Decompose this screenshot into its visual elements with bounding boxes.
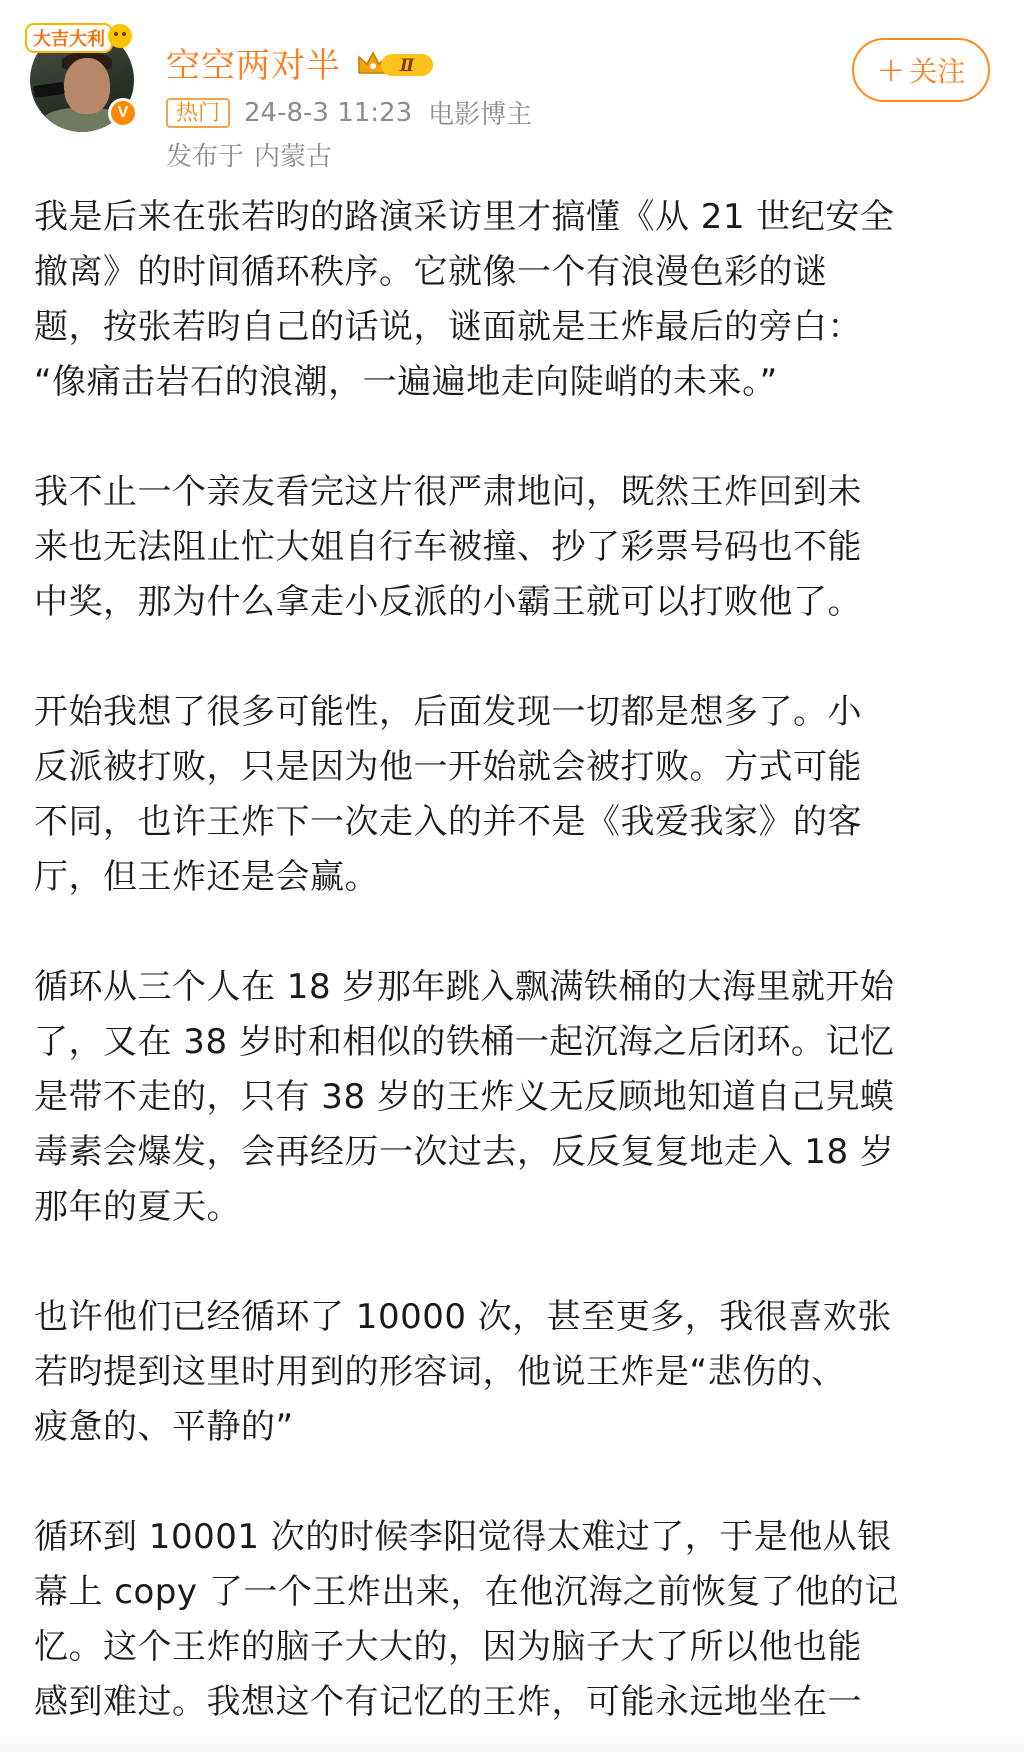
- location-name: 内蒙古: [254, 142, 333, 172]
- svg-text:Ⅱ: Ⅱ: [399, 55, 415, 76]
- verified-badge-icon: V: [108, 98, 138, 128]
- svg-text:大吉大利: 大吉大利: [33, 29, 105, 50]
- post-timestamp: 24-8-3 11:23: [244, 97, 413, 128]
- post-paragraph: 开始我想了很多可能性，后面发现一切都是想多了。小 反派被打败，只是因为他一开始就会被打败。方式可能 不同，也许王炸下一次走入的并不是《我爱我家》的客 厅，但王炸还是会赢。: [34, 692, 862, 897]
- location-prefix: 发布于: [166, 142, 245, 172]
- post-paragraph: 也许他们已经循环了 10000 次，甚至更多，我很喜欢张 若昀提到这里时用到的形容词，他说王炸是“悲伤的、 疲惫的、平静的”: [34, 1297, 892, 1447]
- author-name[interactable]: 空空两对半: [166, 46, 341, 86]
- avatar-sticker: [24, 18, 134, 58]
- post-paragraph: 循环到 10001 次的时候李阳觉得太难过了，于是他从银 幕上 copy 了一个王炸出来，在他沉海之前恢复了他的记 忆。这个王炸的脑子大大的，因为脑子大了所以他也能 感到难过。我想这个有记忆的王炸，可能永远地坐在一: [34, 1517, 899, 1722]
- follow-button[interactable]: [852, 38, 990, 102]
- author-avatar[interactable]: [30, 28, 134, 132]
- post-paragraph: 循环从三个人在 18 岁那年跳入飘满铁桶的大海里就开始 了，又在 38 岁时和相似的铁桶一起沉海之后闭环。记忆 是带不走的，只有 38 岁的王炸义无反顾地知道自己旯蟆 毒素会爆发，会再经历一次过去，反反复复地走入 18 岁 那年的夏天。: [34, 967, 895, 1227]
- plus-icon: +: [876, 50, 906, 90]
- author-name-row: [166, 38, 439, 87]
- post-body: [34, 190, 994, 1752]
- follow-label: 关注: [909, 55, 966, 88]
- bottom-fade: [0, 1734, 1024, 1752]
- post-header: [0, 0, 1024, 170]
- level-crown-icon[interactable]: [355, 47, 439, 79]
- post-location: [166, 136, 332, 173]
- post-paragraph: 我是后来在张若昀的路演采访里才搞懂《从 21 世纪安全 撤离》的时间循环秩序。它就像一个有浪漫色彩的谜 题，按张若昀自己的话说，谜面就是王炸最后的旁白： “像痛击岩石的浪潮，一遍遍地走向陡峭的未来。”: [34, 197, 895, 402]
- post-paragraph: 我不止一个亲友看完这片很严肃地问，既然王炸回到未 来也无法阻止忙大姐自行车被撞、抄了彩票号码也不能 中奖，那为什么拿走小反派的小霸王就可以打败他了。: [34, 472, 862, 622]
- post-meta: [166, 94, 532, 131]
- author-category: 电影博主: [428, 100, 533, 130]
- hot-tag[interactable]: 热门: [166, 98, 230, 128]
